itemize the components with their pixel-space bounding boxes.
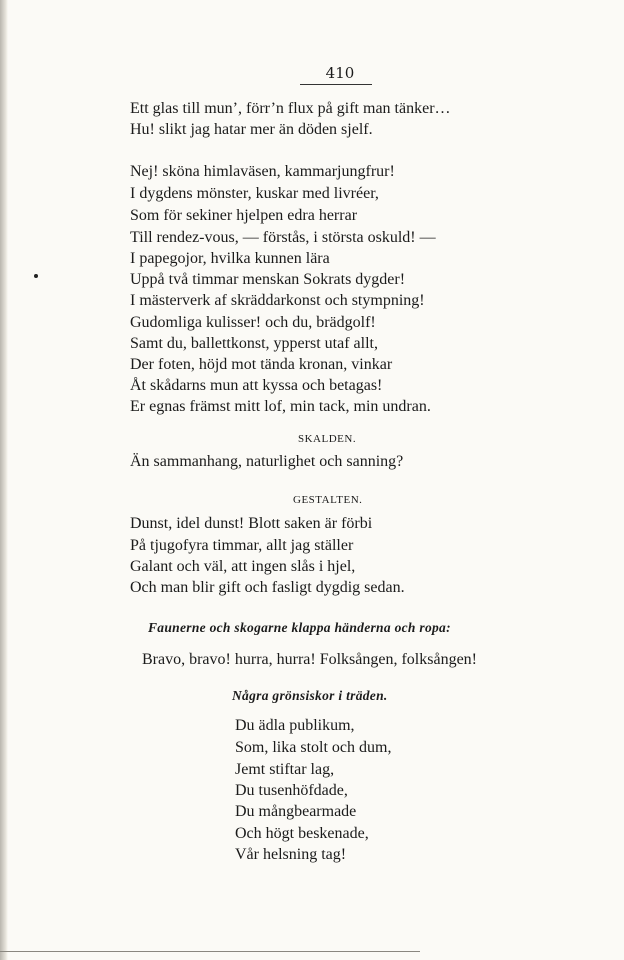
stage-direction: Några grönsiskor i träden. <box>232 688 388 703</box>
verse-line: Åt skådarns mun att kyssa och betagas! <box>130 377 383 394</box>
page-spine-shadow <box>0 0 8 960</box>
verse-line: Dunst, idel dunst! Blott saken är förbi <box>130 515 373 532</box>
speaker-name: GESTALTEN. <box>293 494 363 506</box>
song-line: Du ädla publikum, <box>235 717 355 734</box>
verse-line: Ett glas till mun’, förr’n flux på gift man tänker… <box>130 100 451 117</box>
verse-line: Som för sekiner hjelpen edra herrar <box>130 207 358 224</box>
verse-line: I papegojor, hvilka kunnen lära <box>130 250 330 267</box>
verse-line: Samt du, ballettkonst, ypperst utaf allt, <box>130 335 378 352</box>
verse-line: Galant och väl, att ingen slås i hjel, <box>130 558 356 575</box>
song-line: Vår helsning tag! <box>235 846 347 863</box>
verse-line: Uppå två timmar menskan Sokrats dygder! <box>130 271 406 288</box>
verse-line: I dygdens mönster, kuskar med livréer, <box>130 185 379 202</box>
verse-line: Der foten, höjd mot tända kronan, vinkar <box>130 356 393 373</box>
verse-line: Nej! sköna himlaväsen, kammarjungfrur! <box>130 163 395 180</box>
verse-line: Hu! slikt jag hatar mer än döden sjelf. <box>130 121 373 138</box>
song-line: Jemt stiftar lag, <box>235 761 335 778</box>
song-line: Och högt beskenade, <box>235 825 369 842</box>
song-line: Du mångbearmade <box>235 803 357 820</box>
chorus-line: Bravo, bravo! hurra, hurra! Folksången, folksången! <box>142 651 478 668</box>
song-line: Som, lika stolt och dum, <box>235 739 392 756</box>
margin-mark <box>34 274 38 278</box>
stage-direction: Faunerne och skogarne klappa händerna och ropa: <box>148 620 451 635</box>
song-line: Du tusenhöfdade, <box>235 782 348 799</box>
verse-line: Till rendez-vous, — förstås, i största oskuld! — <box>130 229 436 246</box>
verse-line: Er egnas främst mitt lof, min tack, min undran. <box>130 398 431 415</box>
verse-line: Gudomliga kulisser! och du, brädgolf! <box>130 314 376 331</box>
page-number: 410 <box>325 64 355 82</box>
page-bottom-edge <box>0 951 420 952</box>
verse-line: På tjugofyra timmar, allt jag ställer <box>130 537 354 554</box>
speaker-name: SKALDEN. <box>298 433 357 445</box>
page-number-rule <box>300 84 372 85</box>
verse-line: Än sammanhang, naturlighet och sanning? <box>130 453 404 470</box>
verse-line: Och man blir gift och fasligt dygdig sedan. <box>130 579 405 596</box>
verse-line: I mästerverk af skräddarkonst och stympning! <box>130 292 425 309</box>
